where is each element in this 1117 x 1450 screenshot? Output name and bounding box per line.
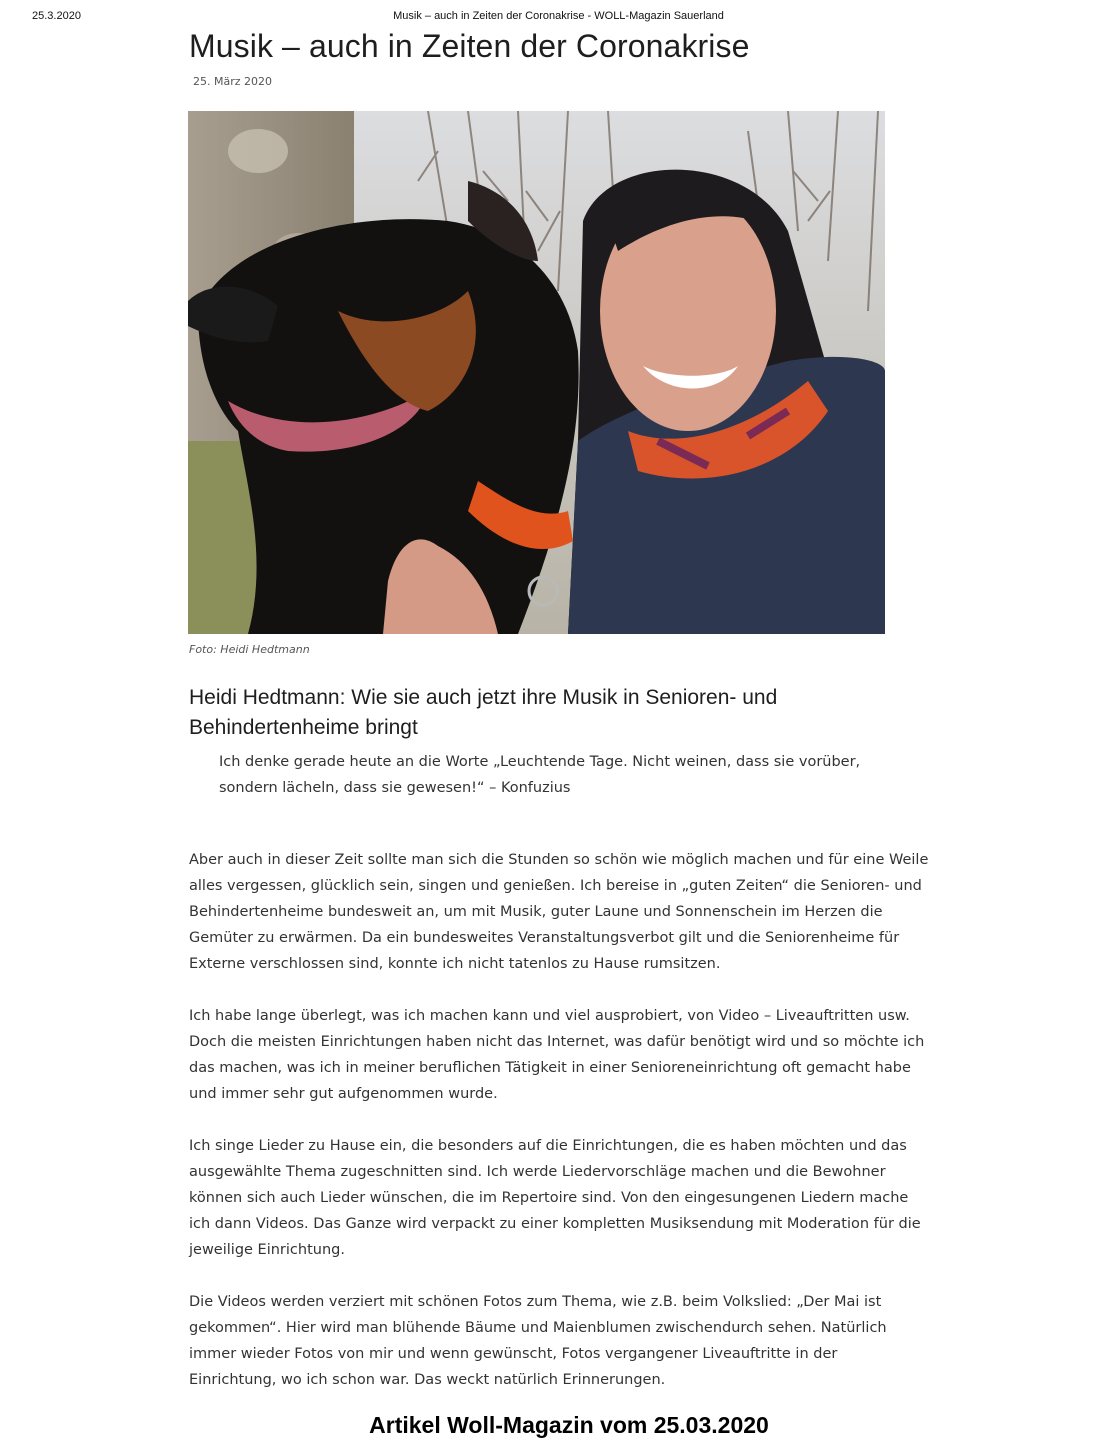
article-date: 25. März 2020 <box>193 75 273 88</box>
article-paragraph: Die Videos werden verziert mit schönen Fotos zum Thema, wie z.B. beim Volkslied: „Der Mai ist gekommen“. Hier wird man blühende Bäume und Maienblumen zwischendurch sehen. Natürlich immer wieder Fotos von mir und wenn gewünscht, Fotos vergangener Liveauftritte in der Einrichtung, wo ich schon war. Das weckt natürlich Erinnerungen. <box>189 1294 887 1388</box>
print-page-title: Musik – auch in Zeiten der Coronakrise - WOLL-Magazin Sauerland <box>393 10 724 22</box>
article-title: Musik – auch in Zeiten der Coronakrise <box>189 28 750 64</box>
photo-caption: Foto: Heidi Hedtmann <box>189 643 310 656</box>
article-paragraph: Ich singe Lieder zu Hause ein, die besonders auf die Einrichtungen, die es haben möchten und das ausgewählte Thema zugeschnitten sind. Ich werde Liedervorschläge machen und die Bewohner können sich auch Lieder wünschen, die im Repertoire sind. Von den eingesungenen Liedern mache ich dann Videos. Das Ganze wird verpackt zu einer kompletten Musiksendung mit Moderation für die jeweilige Einrichtung. <box>189 1138 921 1258</box>
article-paragraph: Aber auch in dieser Zeit sollte man sich die Stunden so schön wie möglich machen und für eine Weile alles vergessen, glücklich sein, singen und genießen. Ich bereise in „guten Zeiten“ die Senioren- und Behindertenheime bundesweit an, um mit Musik, guter Laune und Sonnenschein im Herzen die Gemüter zu erwärmen. Da ein bundesweites Veranstaltungsverbot gilt und die Seniorenheime für Externe verschlossen sind, konnte ich nicht tatenlos zu Hause rumsitzen. <box>189 852 929 972</box>
print-date: 25.3.2020 <box>32 10 81 22</box>
article-quote: Ich denke gerade heute an die Worte „Leuchtende Tage. Nicht weinen, dass sie vorüber, sondern lächeln, dass sie gewesen!“ – Konfuzius <box>219 754 861 796</box>
footer-note: Artikel Woll-Magazin vom 25.03.2020 <box>369 1412 769 1438</box>
article-paragraph: Ich habe lange überlegt, was ich machen kann und viel ausprobiert, von Video – Liveauftritten usw. Doch die meisten Einrichtungen haben nicht das Internet, was dafür benötigt wird und so möchte ich das machen, was ich in meiner beruflichen Tätigkeit in einer Senioreneinrichtung oft gemacht habe und immer sehr gut aufgenommen wurde. <box>189 1008 925 1102</box>
article-subtitle: Heidi Hedtmann: Wie sie auch jetzt ihre Musik in Senioren- und Behindertenheime bringt <box>189 686 778 739</box>
article-photo <box>188 111 885 634</box>
